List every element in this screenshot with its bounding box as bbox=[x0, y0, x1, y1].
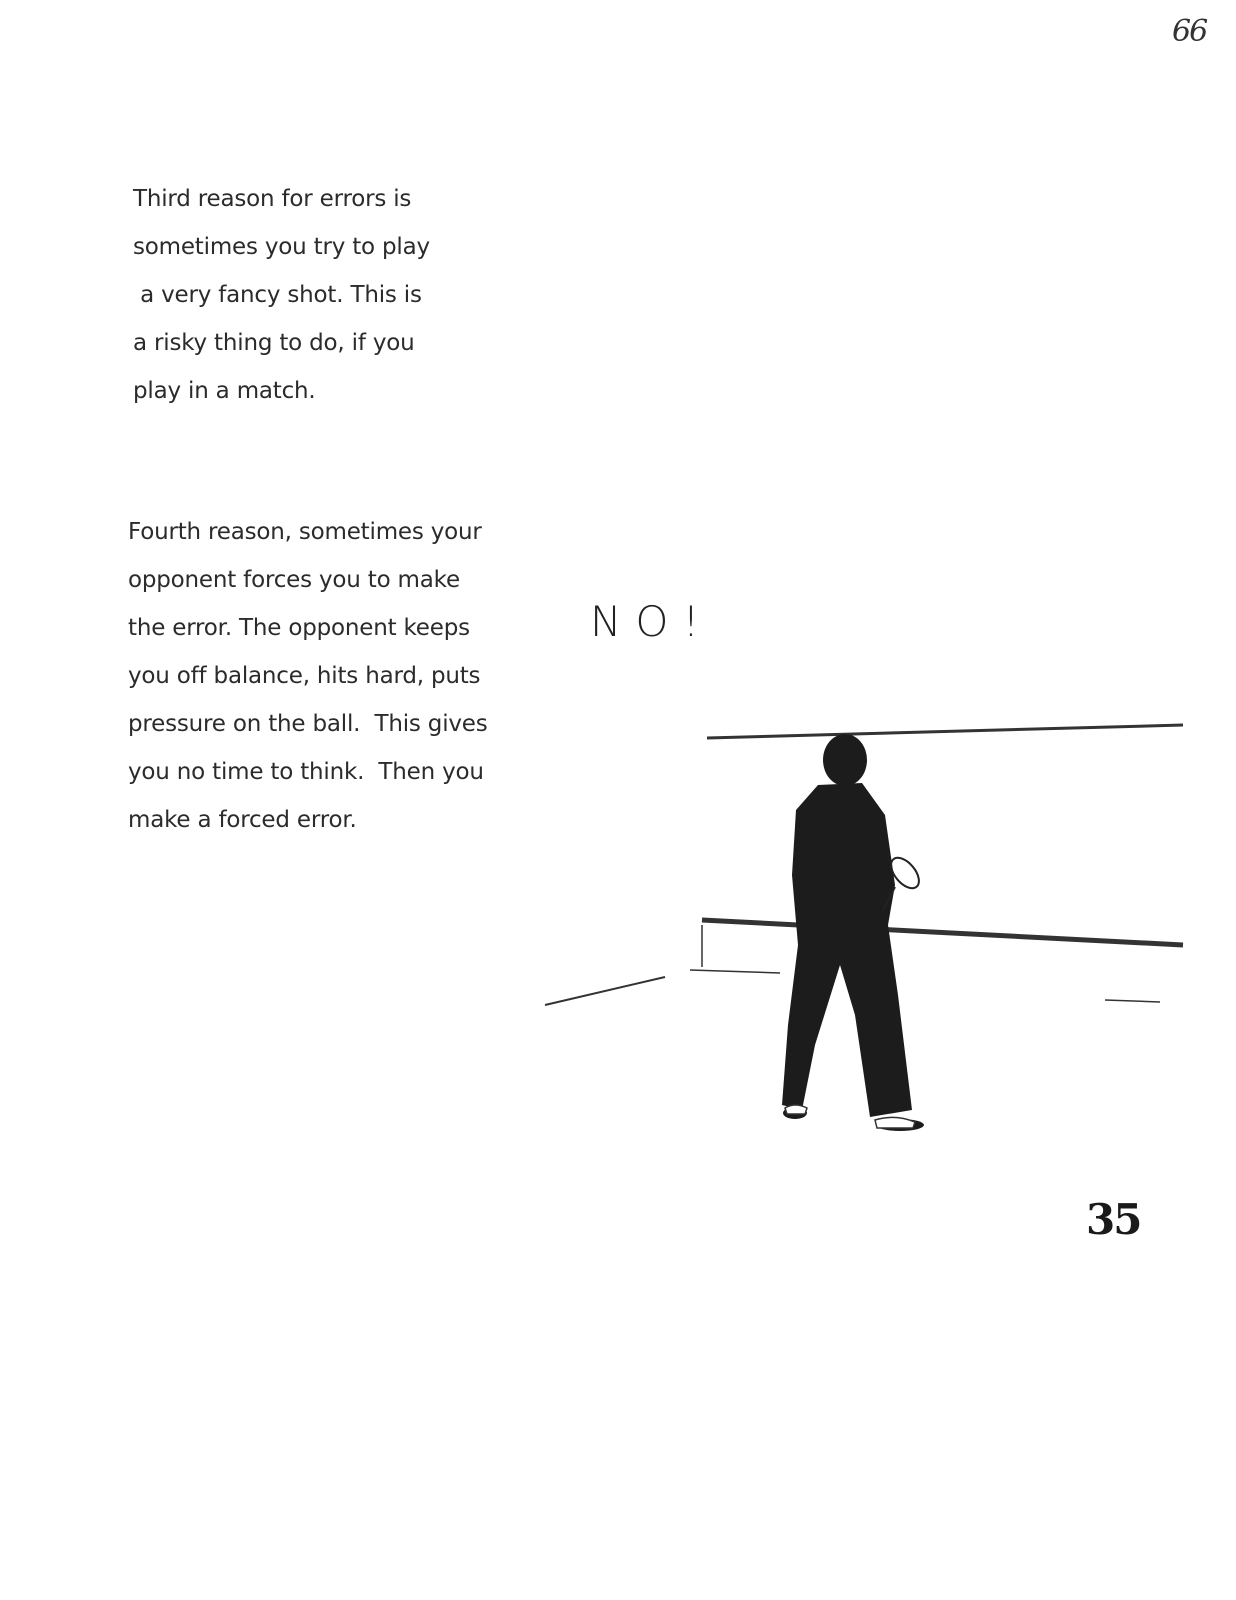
page-number: 35 bbox=[1086, 1195, 1141, 1244]
text-line: make a forced error. bbox=[128, 807, 357, 833]
text-line: pressure on the ball. This gives bbox=[128, 711, 488, 737]
text-line: a very fancy shot. This is bbox=[133, 282, 422, 308]
text-line: Fourth reason, sometimes your bbox=[128, 519, 482, 545]
handwritten-annotation: NO! bbox=[590, 597, 714, 646]
text-line: you off balance, hits hard, puts bbox=[128, 663, 481, 689]
text-line: opponent forces you to make bbox=[128, 567, 460, 593]
text-line: sometimes you try to play bbox=[133, 234, 430, 260]
text-line: you no time to think. Then you bbox=[128, 759, 484, 785]
paragraph-fourth-reason bbox=[128, 508, 488, 844]
text-line: play in a match. bbox=[133, 378, 316, 404]
player-photo bbox=[540, 715, 1190, 1155]
text-line: a risky thing to do, if you bbox=[133, 330, 415, 356]
corner-page-number: 66 bbox=[1172, 14, 1207, 49]
text-line: the error. The opponent keeps bbox=[128, 615, 470, 641]
text-line: Third reason for errors is bbox=[133, 186, 412, 212]
paragraph-third-reason bbox=[133, 175, 430, 415]
